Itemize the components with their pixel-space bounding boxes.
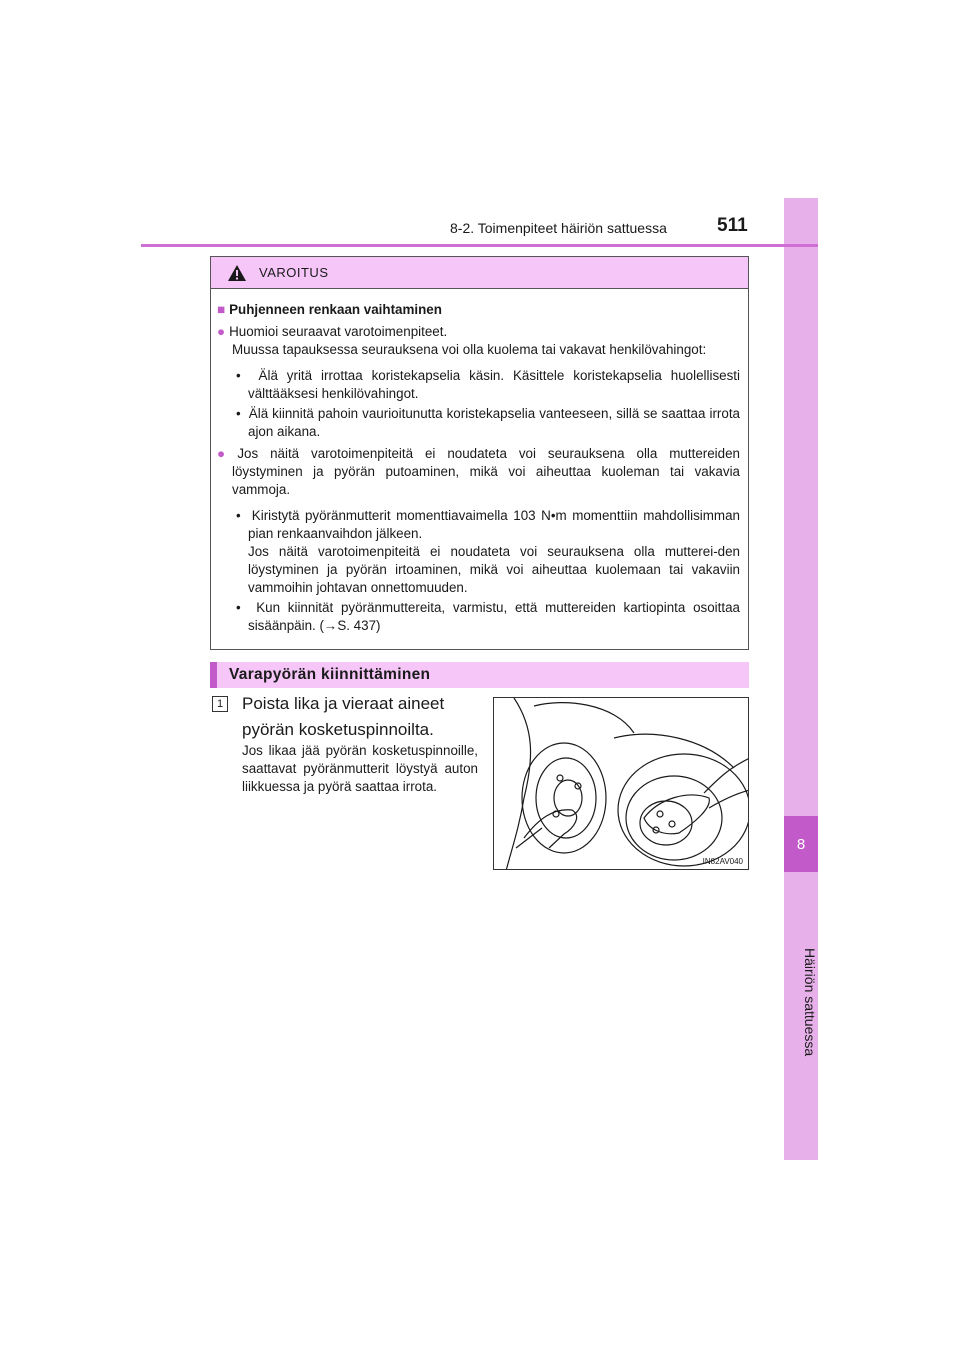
step-note: Jos likaa jää pyörän kosketuspinnoille, saattavat pyöränmutterit löystyä auton liikkuessa ja pyörä saattaa irrota. bbox=[242, 743, 478, 794]
figure-code: IN82AV040 bbox=[702, 857, 743, 866]
warning-sub-item: • Älä kiinnitä pahoin vaurioitunutta koristekapselia vanteeseen, sillä se saattaa irrota ajon aikana. bbox=[236, 406, 740, 439]
circle-bullet-icon: ● bbox=[217, 324, 226, 339]
wheel-hub-drawing bbox=[494, 698, 749, 870]
wheel-cleaning-illustration bbox=[493, 697, 749, 870]
circle-bullet-icon: ● bbox=[217, 446, 234, 461]
header-rule bbox=[141, 244, 818, 247]
step-number-box: 1 bbox=[212, 696, 228, 712]
side-chapter-tab bbox=[784, 198, 818, 1160]
section-heading: Varapyörän kiinnittäminen bbox=[210, 662, 749, 688]
warning-triangle-icon bbox=[227, 264, 247, 282]
warning-box bbox=[210, 256, 749, 650]
warning-bullet-1: ● Huomioi seuraavat varotoimenpiteet. Muussa tapauksessa seurauksena voi olla kuolema tai vakavat henkilövahingot: bbox=[217, 324, 707, 357]
warning-section-title: ■ Puhjenneen renkaan vaihtaminen bbox=[217, 302, 442, 317]
chapter-number: 8 bbox=[784, 816, 818, 872]
warning-sub-item: • Kiristytä pyöränmutterit momenttiavaimella 103 N•m momenttiin mahdollisimman pian renkaanvaihdon jälkeen. bbox=[236, 508, 740, 541]
step-instruction: Poista lika ja vieraat aineet pyörän kosketuspinnoilta. bbox=[242, 694, 445, 739]
warning-sub-item-continued: Jos näitä varotoimenpiteitä ei noudateta voi seurauksena olla mutterei-den löystyminen ja pyörän irtoaminen, mikä voi aiheuttaa kuolemaan tai vakaviin vammoihin johtavan onnettomuuden. bbox=[248, 544, 740, 595]
page-number: 511 bbox=[717, 215, 748, 236]
square-bullet-icon: ■ bbox=[217, 302, 226, 317]
warning-sub-item: • Älä yritä irrottaa koristekapselia käsin. Käsittele koristekapselia huolellisesti välttääksesi henkilövahingot. bbox=[236, 368, 740, 401]
warning-header bbox=[211, 257, 748, 289]
chapter-label: Häiriön sattuessa bbox=[802, 947, 818, 1057]
warning-heading: VAROITUS bbox=[259, 265, 329, 280]
warning-bullet-2: ● Jos näitä varotoimenpiteitä ei noudateta voi seurauksena olla muttereiden löystyminen ja pyörän putoaminen, mikä voi aiheuttaa kuoleman tai vakavia vammoja. bbox=[217, 446, 740, 497]
warning-sub-item: • Kun kiinnität pyöränmuttereita, varmistu, että muttereiden kartiopinta osoittaa sisäänpäin. (→S. 437) bbox=[236, 600, 740, 633]
section-header: 8-2. Toimenpiteet häiriön sattuessa bbox=[450, 220, 667, 236]
